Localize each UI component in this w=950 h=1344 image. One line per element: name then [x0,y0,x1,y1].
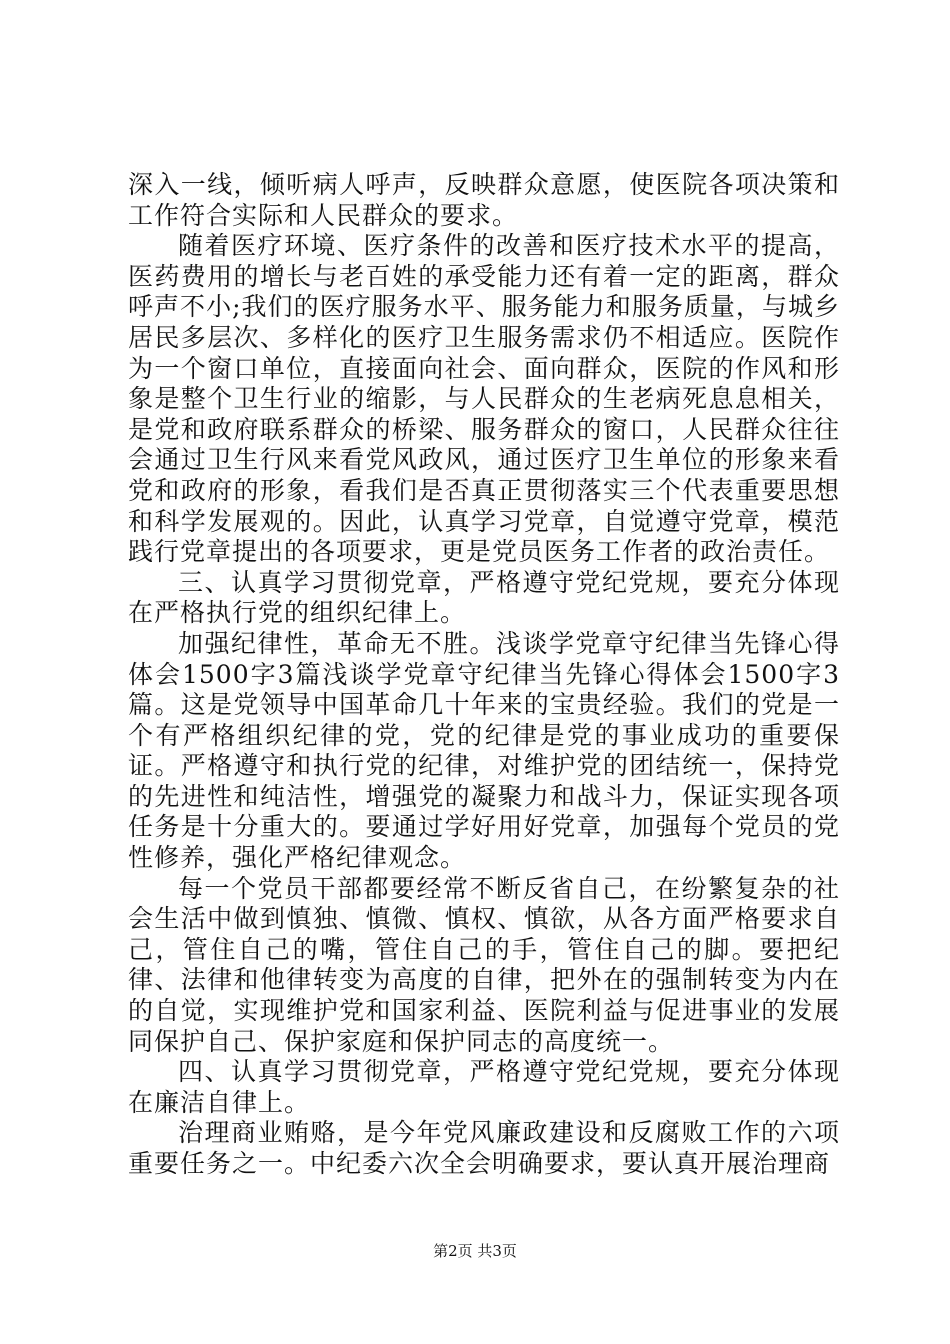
section-heading-4: 四、认真学习贯彻党章，严格遵守党纪党规，要充分体现在廉洁自律上。 [128,1057,840,1117]
paragraph-5: 每一个党员干部都要经常不断反省自己，在纷繁复杂的社会生活中做到慎独、慎微、慎权、慎欲，从各方面严格要求自己，管住自己的嘴，管住自己的手，管住自己的脚。要把纪律、法律和他律转变为高度的自律，把外在的强制转变为内在的自觉，实现维护党和国家利益、医院利益与促进事业的发展同保护自己、保护家庭和保护同志的高度统一。 [128,873,840,1056]
page-footer: 第2页 共3页 [433,1242,517,1260]
section-heading-3: 三、认真学习贯彻党章，严格遵守党纪党规，要充分体现在严格执行党的组织纪律上。 [128,567,840,628]
paragraph-4: 加强纪律性，革命无不胜。浅谈学党章守纪律当先锋心得体会1500字3篇浅谈学党章守纪律当先锋心得体会1500字3篇。这是党领导中国革命几十年来的宝贵经验。我们的党是一个有严格组织纪律的党，党的纪律是党的事业成功的重要保证。严格遵守和执行党的纪律，对维护党的团结统一，保持党的先进性和纯洁性，增强党的凝聚力和战斗力，保证实现各项任务是十分重大的。要通过学好用好党章，加强每个党员的党性修养，强化严格纪律观念。 [128,628,840,873]
paragraph-2: 随着医疗环境、医疗条件的改善和医疗技术水平的提高，医药费用的增长与老百姓的承受能力还有着一定的距离，群众呼声不小;我们的医疗服务水平、服务能力和服务质量，与城乡居民多层次、多样化的医疗卫生服务需求仍不相适应。医院作为一个窗口单位，直接面向社会、面向群众，医院的作风和形象是整个卫生行业的缩影，与人民群众的生老病死息息相关，是党和政府联系群众的桥梁、服务群众的窗口，人民群众往往会通过卫生行风来看党风政风，通过医疗卫生单位的形象来看党和政府的形象，看我们是否真正贯彻落实三个代表重要思想和科学发展观的。因此，认真学习党章，自觉遵守党章，模范践行党章提出的各项要求，更是党员医务工作者的政治责任。 [128,231,840,567]
paragraph-7: 治理商业贿赂，是今年党风廉政建设和反腐败工作的六项重要任务之一。中纪委六次全会明确要求，要认真开展治理商 [128,1118,840,1178]
document-body [128,170,840,1180]
paragraph-1: 深入一线，倾听病人呼声，反映群众意愿，使医院各项决策和工作符合实际和人民群众的要求。 [128,170,840,230]
